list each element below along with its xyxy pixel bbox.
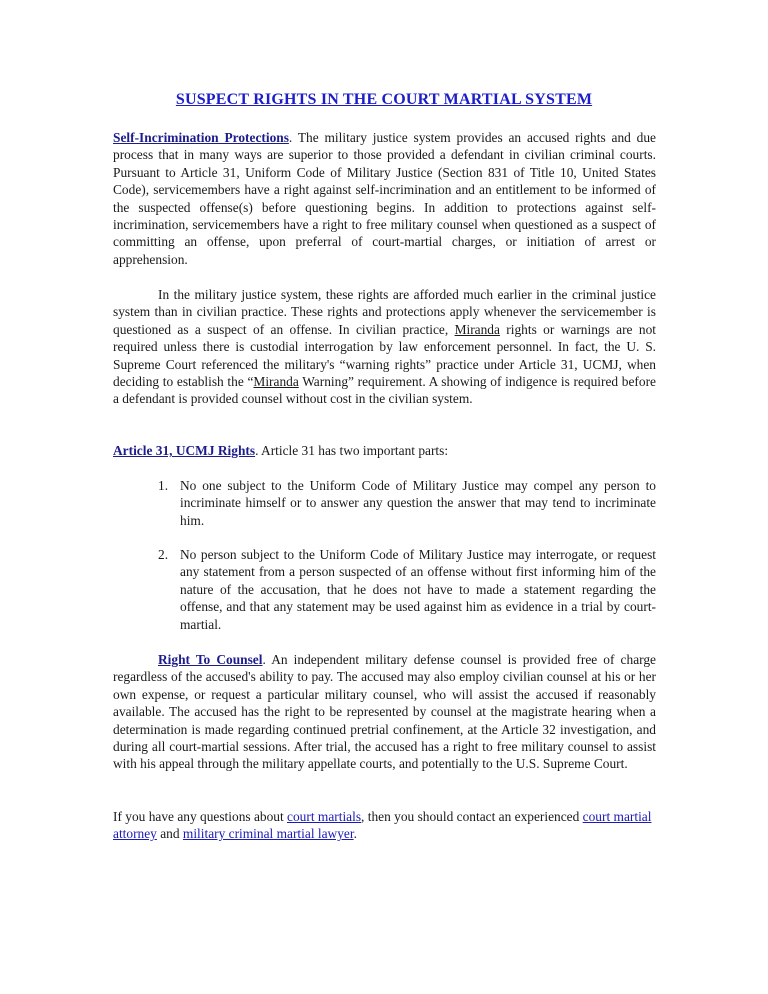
list-item-text: No person subject to the Uniform Code of Military Justice may interrogate, or request any statement from a person suspected of an offense without first informing him of the nature of the accusation, that he does not have to made a statement regarding the offense, and that any statement may be used against him as evidence in a trial by court-martial. [180,547,656,632]
miranda-term: Miranda [454,321,500,337]
heading-punct: . [255,443,259,458]
court-martials-link[interactable]: court martials [287,809,362,824]
military-justice-text-c: Warning” requirement. A showing of indigence is required before a defendant is provided counsel without cost in the civilian system. [113,374,656,407]
list-number: 1. [158,478,169,493]
article-31-heading: Article 31, UCMJ Rights [113,443,256,458]
military-justice-paragraph [113,286,656,408]
list-number: 2. [158,547,169,562]
heading-punct: . [262,652,266,667]
court-martial-attorney-link[interactable]: court martial attorney [113,809,652,842]
right-to-counsel-heading: Right To Counsel [158,652,263,667]
right-to-counsel-paragraph [113,651,656,773]
self-incrimination-text: The military justice system provides an accused rights and due process that in many ways are superior to those provided a defendant in civilian criminal courts. Pursuant to Article 31, Uniform Code of Military Justice (Section 831 of Title 10, United States Code), servicemembers have a right against self-incrimination and an entitlement to be informed of the suspected offense(s) before questioning begins. In addition to protections against self-incrimination, servicemembers have a right to free military counsel when questioned as a suspect of committing an offense, upon preferral of court-martial charges, or initiation of arrest or apprehension. [113,130,656,267]
military-justice-text-a: In the military justice system, these rights are afforded much earlier in the criminal justice system than in civilian practice. These rights and protections apply whenever the servicemember is questioned as a suspect of an offense. In civilian practice, [113,287,656,337]
closing-text-a: If you have any questions about [113,809,288,824]
closing-text-b: , then you should contact an experienced [361,809,583,824]
self-incrimination-paragraph [113,129,656,268]
closing-text-c: and [156,826,183,842]
closing-paragraph [113,808,656,843]
miranda-term: Miranda [253,374,299,390]
right-to-counsel-text: An independent military defense counsel is provided free of charge regardless of the accused's ability to pay. The accused may also employ civilian counsel at his or her own expense, or request a particular military counsel, who will assist the accused if reasonably available. The accused has the right to be represented by counsel at the magistrate hearing when a determination is made regarding continued pretrial confinement, at the Article 32 investigation, and during all court-martial sessions. After trial, the accused has a right to free military counsel to assist with his appeal through the military appellate courts, and potentially to the U.S. Supreme Court. [113,652,656,772]
military-criminal-lawyer-link[interactable]: military criminal martial lawyer [182,826,354,842]
self-incrimination-heading: Self-Incrimination Protections [113,130,289,145]
list-item-text: No one subject to the Uniform Code of Military Justice may compel any person to incriminate himself or to answer any question the answer that may tend to incriminate him. [180,478,656,528]
page-title: SUSPECT RIGHTS IN THE COURT MARTIAL SYSTEM [175,91,593,108]
article-31-intro-text: Article 31 has two important parts: [258,443,449,458]
heading-punct: . [288,130,293,145]
closing-text-d: . [353,826,357,842]
military-justice-text-b: rights or warnings are not required unless there is custodial interrogation by law enforcement personnel. In fact, the U. S. Supreme Court referenced the military's “warning rights” practice under Article 31, UCMJ, when deciding to establish the “ [113,321,656,390]
article-31-intro [113,442,656,459]
